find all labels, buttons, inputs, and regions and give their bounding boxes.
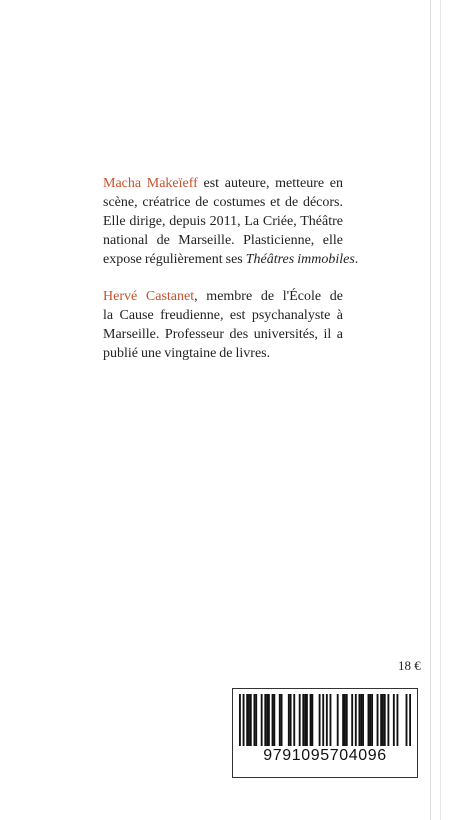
barcode-bar xyxy=(319,694,321,746)
barcode-bar xyxy=(342,694,344,746)
barcode-bar xyxy=(355,694,357,746)
barcode-bar xyxy=(268,694,270,746)
bio-line: Elle dirige, depuis 2011, La Criée, Théâtre xyxy=(103,214,343,229)
barcode-bar xyxy=(266,694,268,746)
barcode-bar xyxy=(246,694,248,746)
barcode-bar xyxy=(273,694,275,746)
barcode-bar xyxy=(279,694,281,746)
author-name: Hervé Castanet xyxy=(103,289,195,304)
barcode-bar xyxy=(406,694,408,746)
barcode-bar xyxy=(261,694,263,746)
barcode-bar xyxy=(387,694,389,746)
bio-line: Marseille. Professeur des universités, il a xyxy=(103,327,343,342)
barcode-digits: 9791095704096 xyxy=(263,747,387,764)
barcode-bar xyxy=(322,694,324,746)
bio-line: Hervé Castanet, membre de l'École de xyxy=(103,289,343,304)
bio-line: national de Marseille. Plasticienne, elle xyxy=(103,233,343,248)
barcode-bar xyxy=(255,694,257,746)
barcode-bar xyxy=(326,694,328,746)
barcode-bar xyxy=(248,694,250,746)
barcode-bar xyxy=(306,694,308,746)
barcode-bar xyxy=(272,694,274,746)
barcode-bar xyxy=(250,694,252,746)
barcode-bar xyxy=(393,694,395,746)
barcode-bar xyxy=(293,694,295,746)
barcode-bar xyxy=(264,694,266,746)
barcode-bar xyxy=(311,694,313,746)
barcode-bars xyxy=(239,694,411,746)
bio-line: Macha Makeïeff est auteure, metteure en xyxy=(103,176,343,191)
barcode-bar xyxy=(330,694,332,746)
price-label: 18 € xyxy=(398,658,421,673)
barcode-bar xyxy=(384,694,386,746)
author-name: Macha Makeïeff xyxy=(103,176,198,191)
barcode-bar xyxy=(288,694,290,746)
barcode-bar xyxy=(362,694,364,746)
barcode-bar xyxy=(377,694,379,746)
barcode-bar xyxy=(371,694,373,746)
isbn-barcode xyxy=(232,688,418,778)
barcode-bar xyxy=(253,694,255,746)
work-title: Théâtres immobiles xyxy=(245,252,355,267)
barcode-bar xyxy=(304,694,306,746)
author-bio-castanet xyxy=(103,287,343,363)
spine-edge-line xyxy=(430,0,431,820)
barcode-bar xyxy=(351,694,353,746)
cover-edge-line xyxy=(440,0,441,820)
barcode-bar xyxy=(380,694,382,746)
barcode-bar xyxy=(239,694,241,746)
bio-line: scène, créatrice de costumes et de décors. xyxy=(103,195,343,210)
barcode-bar xyxy=(290,694,292,746)
barcode-bar xyxy=(310,694,312,746)
barcode-bar xyxy=(337,694,339,746)
bio-line: expose régulièrement ses Théâtres immobiles. xyxy=(103,252,359,267)
barcode-bar xyxy=(409,694,411,746)
barcode-bar xyxy=(360,694,362,746)
barcode-bar xyxy=(369,694,371,746)
barcode-bar xyxy=(368,694,370,746)
barcode-bar xyxy=(346,694,348,746)
barcode-bar xyxy=(302,694,304,746)
barcode-bar xyxy=(344,694,346,746)
barcode-bar xyxy=(281,694,283,746)
barcode-bar xyxy=(382,694,384,746)
bio-line: la Cause freudienne, est psychanalyste à xyxy=(103,308,343,323)
barcode-bar xyxy=(358,694,360,746)
barcode-bar xyxy=(397,694,399,746)
barcode-bar xyxy=(243,694,245,746)
barcode-bar xyxy=(299,694,301,746)
bio-line: publié une vingtaine de livres. xyxy=(103,346,271,361)
author-bio-makeieff xyxy=(103,174,359,269)
